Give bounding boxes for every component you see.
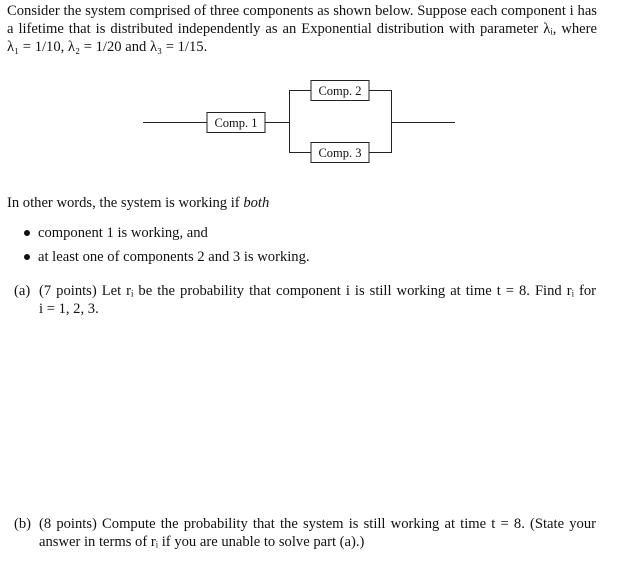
list-item xyxy=(22,224,310,242)
part-a-line-1: (7 points) Let rᵢ be the probability that component i is still working at time t = 8. Find rᵢ for xyxy=(39,283,596,299)
question-part-a xyxy=(14,282,596,318)
condition-bullet-1: component 1 is working, and xyxy=(38,225,208,241)
system-diagram xyxy=(0,0,622,200)
condition-list xyxy=(22,224,310,272)
part-a-line-2: i = 1, 2, 3. xyxy=(39,301,99,317)
part-b-line-2: answer in terms of rᵢ if you are unable to solve part (a).) xyxy=(39,534,365,550)
intro-line-3: λ₁ = 1/10, λ₂ = 1/20 and λ₃ = 1/15. xyxy=(7,39,208,55)
list-item xyxy=(22,248,310,266)
condition-bullet-2: at least one of components 2 and 3 is working. xyxy=(38,249,310,265)
part-b-tag: (b) xyxy=(14,516,32,532)
intro-line-2: a lifetime that is distributed independently as an Exponential distribution with parameter λᵢ, where xyxy=(7,21,597,37)
condition-lead xyxy=(7,194,269,212)
question-part-b xyxy=(14,515,596,551)
part-b-line-1: (8 points) Compute the probability that the system is still working at time t = 8. (State your xyxy=(39,516,596,532)
comp2-label: Comp. 2 xyxy=(318,84,362,98)
bullet-icon xyxy=(24,254,30,260)
comp1-label: Comp. 1 xyxy=(214,116,258,130)
condition-lead-emphasis: both xyxy=(243,195,270,211)
comp3-label: Comp. 3 xyxy=(318,146,362,160)
intro-line-1: Consider the system comprised of three components as shown below. Suppose each component i has xyxy=(7,3,597,19)
condition-lead-text: In other words, the system is working if xyxy=(7,195,240,211)
bullet-icon xyxy=(24,230,30,236)
part-a-tag: (a) xyxy=(14,283,31,299)
